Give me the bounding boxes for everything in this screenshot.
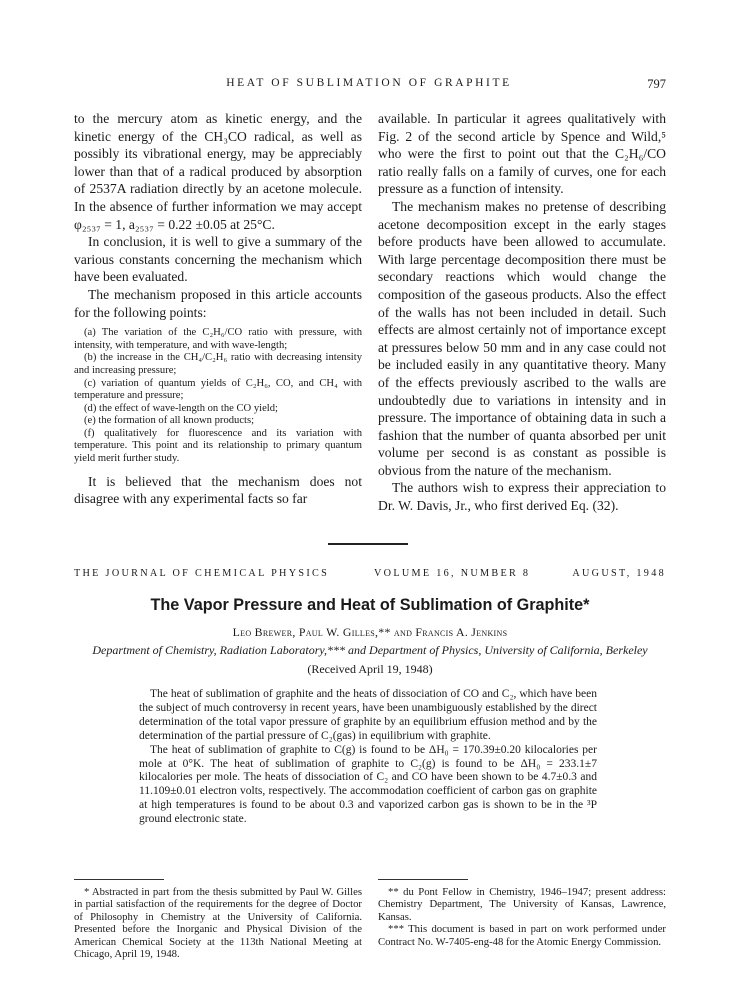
point-d: (d) the effect of wave-length on the CO yield;: [84, 402, 278, 414]
left-column: [74, 110, 362, 508]
right-paragraph-2: The mechanism makes no pretense of describing acetone decomposition except in the early stages before products have been allowed to accumulate. With large percentage decomposition there must be secondary reactions which would change the composition of the gaseous products. Also the effect of the walls has not been included in detail. Such effects are almost certainly not of importance except at pressures below 50 mm and in any case could not be included easily in any quantitative theory. Many of the effects previously ascribed to the walls are undoubtedly due to variations in intensity and in pressure. The importance of obtaining data in such a fashion that the number of quanta absorbed per unit volume per second is as constant as possible is obvious from the nature of the mechanism.: [378, 198, 666, 478]
page-number: 797: [647, 77, 666, 91]
left-paragraph-2: In conclusion, it is well to give a summary of the various constants concerning the mechanism which have been evaluated.: [74, 234, 362, 285]
left-paragraph-4: It is believed that the mechanism does not disagree with any experimental facts so far: [74, 473, 362, 507]
abstract-paragraph-1: The heat of sublimation of graphite and the heats of dissociation of CO and C₂, which have been the subject of much controversy in recent years, have been unambiguously established by the direct determination of the total vapor pressure of graphite by an equilibrium effusion method and by the determination of the partial pressure of C₂(gas) in equilibrium with graphite.: [139, 688, 597, 742]
journal-name: THE JOURNAL OF CHEMICAL PHYSICS: [74, 568, 330, 579]
abstract-paragraph-2: The heat of sublimation of graphite to C(g) is found to be ΔH₀ = 170.39±0.20 kilocalories per mole at 0°K. The heat of sublimation of graphite to C₂(g) is found to be ΔH₀ = 233.1±7 kilocalories per mole. The heats of dissociation of C₂ and CO have been shown to be 4.7±0.3 and 11.109±0.01 electron volts, respectively. The accommodation coefficient of carbon gas on graphite at high temperatures is found to be about 0.3 and vaporized carbon gas is shown to be in the ³P ground electronic state.: [139, 743, 597, 826]
point-a: (a) The variation of the C₂H₆/CO ratio with pressure, with intensity, with temperature, and with wave-length;: [74, 327, 362, 351]
point-e: (e) the formation of all known products;: [84, 415, 255, 427]
running-header: [72, 77, 666, 93]
point-b: (b) the increase in the CH₄/C₂H₆ ratio with decreasing intensity and increasing pressure;: [74, 352, 362, 376]
article-title: The Vapor Pressure and Heat of Sublimation of Graphite*: [150, 596, 590, 614]
mechanism-points-list: [74, 327, 362, 466]
left-paragraph-1: to the mercury atom as kinetic energy, and the kinetic energy of the CH₃CO radical, as well as possibly its vibrational energy, may be appreciably lower than that of a radical produced by absorption of 2537A radiation directly by an acetone molecule. In the absence of further information we may accept φ₂₅₃₇ = 1, a₂₅₃₇ = 0.22 ±0.05 at 25°C.: [74, 111, 362, 232]
footnote-fellow: ** du Pont Fellow in Chemistry, 1946–1947; present address: Chemistry Department, The University of Kansas, Lawrence, Kansas.: [378, 886, 666, 923]
right-paragraph-1: available. In particular it agrees qualitatively with Fig. 2 of the second article by Spence and Wild,⁵ who were the first to point out that the C₂H₆/CO ratio really falls on a family of curves, one for each pressure as a function of intensity.: [378, 111, 666, 197]
point-f: (f) qualitatively for fluorescence and its variation with temperature. This point and its relationship to primary quantum yield merit further study.: [74, 427, 362, 465]
abstract: [139, 688, 597, 827]
journal-line: [74, 568, 666, 582]
footnote-contract: *** This document is based in part on work performed under Contract No. W-7405-eng-48 for the Atomic Energy Commission.: [378, 923, 666, 948]
footnote-left: [74, 886, 362, 960]
point-c: (c) variation of quantum yields of C₂H₆, CO, and CH₄ with temperature and pressure;: [74, 377, 362, 402]
right-paragraph-3: The authors wish to express their appreciation to Dr. W. Davis, Jr., who first derived Eq. (32).: [378, 480, 666, 514]
footnote-right: [378, 886, 666, 948]
section-divider: [328, 543, 408, 545]
received-date: (Received April 19, 1948): [307, 662, 433, 676]
running-title: HEAT OF SUBLIMATION OF GRAPHITE: [226, 77, 512, 89]
journal-date: AUGUST, 1948: [572, 568, 666, 579]
article-authors: Leo Brewer, Paul W. Gilles,** and Francis A. Jenkins: [232, 625, 508, 639]
footnote-thesis: * Abstracted in part from the thesis submitted by Paul W. Gilles in partial satisfaction of the requirements for the degree of Doctor of Philosophy in Chemistry at the University of California. Presented before the Inorganic and Physical Division of the American Chemical Society at the 113th National Meeting at Chicago, April 19, 1948.: [74, 886, 362, 961]
footnote-rule-left: [74, 879, 164, 880]
right-column: [378, 110, 666, 515]
journal-volume: VOLUME 16, NUMBER 8: [374, 568, 531, 579]
footnote-rule-right: [378, 879, 468, 880]
article-affiliation: Department of Chemistry, Radiation Laboratory,*** and Department of Physics, University of California, Berkeley: [92, 643, 648, 657]
left-paragraph-3: The mechanism proposed in this article accounts for the following points:: [74, 286, 362, 320]
